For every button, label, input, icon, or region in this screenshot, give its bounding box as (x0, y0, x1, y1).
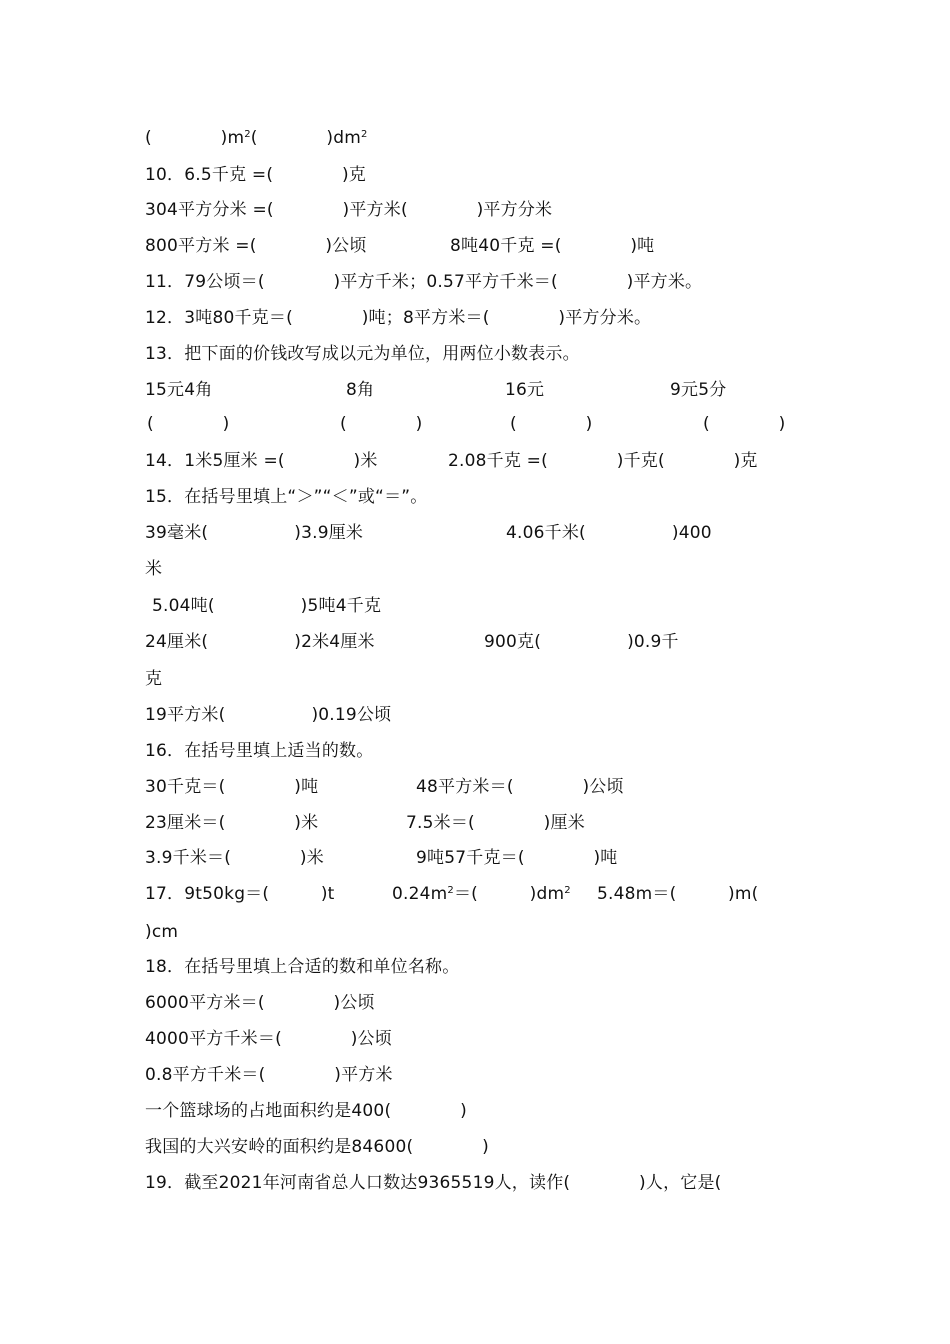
answer-blank-2: ( ) (340, 414, 423, 434)
price-item-3: 16元 (505, 380, 545, 400)
question-16-b: 48平方米＝( )公顷 (416, 777, 624, 797)
question-15-d: 24厘米( )2米4厘米 (145, 632, 375, 652)
question-14-a: 14．1米5厘米 =( )米 (145, 451, 378, 471)
question-10-c1: 800平方米 =( )公顷 (145, 236, 367, 256)
answer-blank-4: ( ) (703, 414, 786, 434)
question-16-f: 9吨57千克＝( )吨 (416, 848, 618, 868)
superscript: 2 (361, 129, 368, 140)
question-16-a: 30千克＝( )吨 (145, 777, 319, 797)
question-16-d: 7.5米＝( )厘米 (406, 813, 585, 833)
question-13: 13．把下面的价钱改写成以元为单位，用两位小数表示。 (145, 344, 580, 364)
q17-b-value: 0.24m (392, 884, 448, 904)
question-15-b: 4.06千米( )400 (506, 523, 712, 543)
question-17-d: )cm (145, 922, 179, 942)
question-15-a: 39毫米( )3.9厘米 (145, 523, 364, 543)
question-16: 16．在括号里填上适当的数。 (145, 741, 374, 761)
question-15: 15．在括号里填上“＞”“＜”或“＝”。 (145, 487, 428, 507)
question-18: 18．在括号里填上合适的数和单位名称。 (145, 957, 460, 977)
question-10-b: 304平方分米 =( )平方米( )平方分米 (145, 200, 553, 220)
question-17-b (392, 883, 571, 908)
question-17-a: 17．9t50kg＝( )t (145, 884, 335, 904)
question-18-e: 我国的大兴安岭的面积约是84600( ) (145, 1137, 489, 1157)
question-10: 10．6.5千克 =( )克 (145, 165, 366, 185)
price-item-4: 9元5分 (670, 380, 727, 400)
question-15-b-wrap: 米 (145, 559, 163, 579)
question-18-c: 0.8平方千米＝( )平方米 (145, 1065, 393, 1085)
question-16-e: 3.9千米＝( )米 (145, 848, 324, 868)
question-11: 11．79公顷＝( )平方千米；0.57平方千米＝( )平方米。 (145, 272, 703, 292)
area-dm2-blank: ( )dm (250, 128, 362, 148)
question-15-e: 900克( )0.9千 (484, 632, 679, 652)
question-16-c: 23厘米＝( )米 (145, 813, 319, 833)
price-item-1: 15元4角 (145, 380, 213, 400)
question-14-b: 2.08千克 =( )千克( )克 (448, 451, 758, 471)
question-15-e-wrap: 克 (145, 669, 163, 689)
price-item-2: 8角 (346, 380, 375, 400)
superscript: 2 (244, 129, 251, 140)
question-12: 12．3吨80千克＝( )吨；8平方米＝( )平方分米。 (145, 308, 652, 328)
question-18-b: 4000平方千米＝( )公顷 (145, 1029, 392, 1049)
superscript: 2 (447, 885, 454, 896)
line-area-units (145, 127, 368, 152)
answer-blank-3: ( ) (510, 414, 593, 434)
question-17-c: 5.48m＝( )m( (597, 884, 759, 904)
superscript: 2 (564, 885, 571, 896)
question-18-a: 6000平方米＝( )公顷 (145, 993, 375, 1013)
area-m2-blank: ( )m (145, 128, 245, 148)
question-15-c: 5.04吨( )5吨4千克 (152, 596, 382, 616)
question-18-d: 一个篮球场的占地面积约是400( ) (145, 1101, 467, 1121)
question-19: 19．截至2021年河南省总人口数达9365519人，读作( )人，它是( (145, 1173, 722, 1193)
question-15-f: 19平方米( )0.19公顷 (145, 705, 392, 725)
q17-b-blank: ＝( )dm (453, 884, 565, 904)
question-10-c2: 8吨40千克 =( )吨 (450, 236, 655, 256)
answer-blank-1: ( ) (147, 414, 230, 434)
